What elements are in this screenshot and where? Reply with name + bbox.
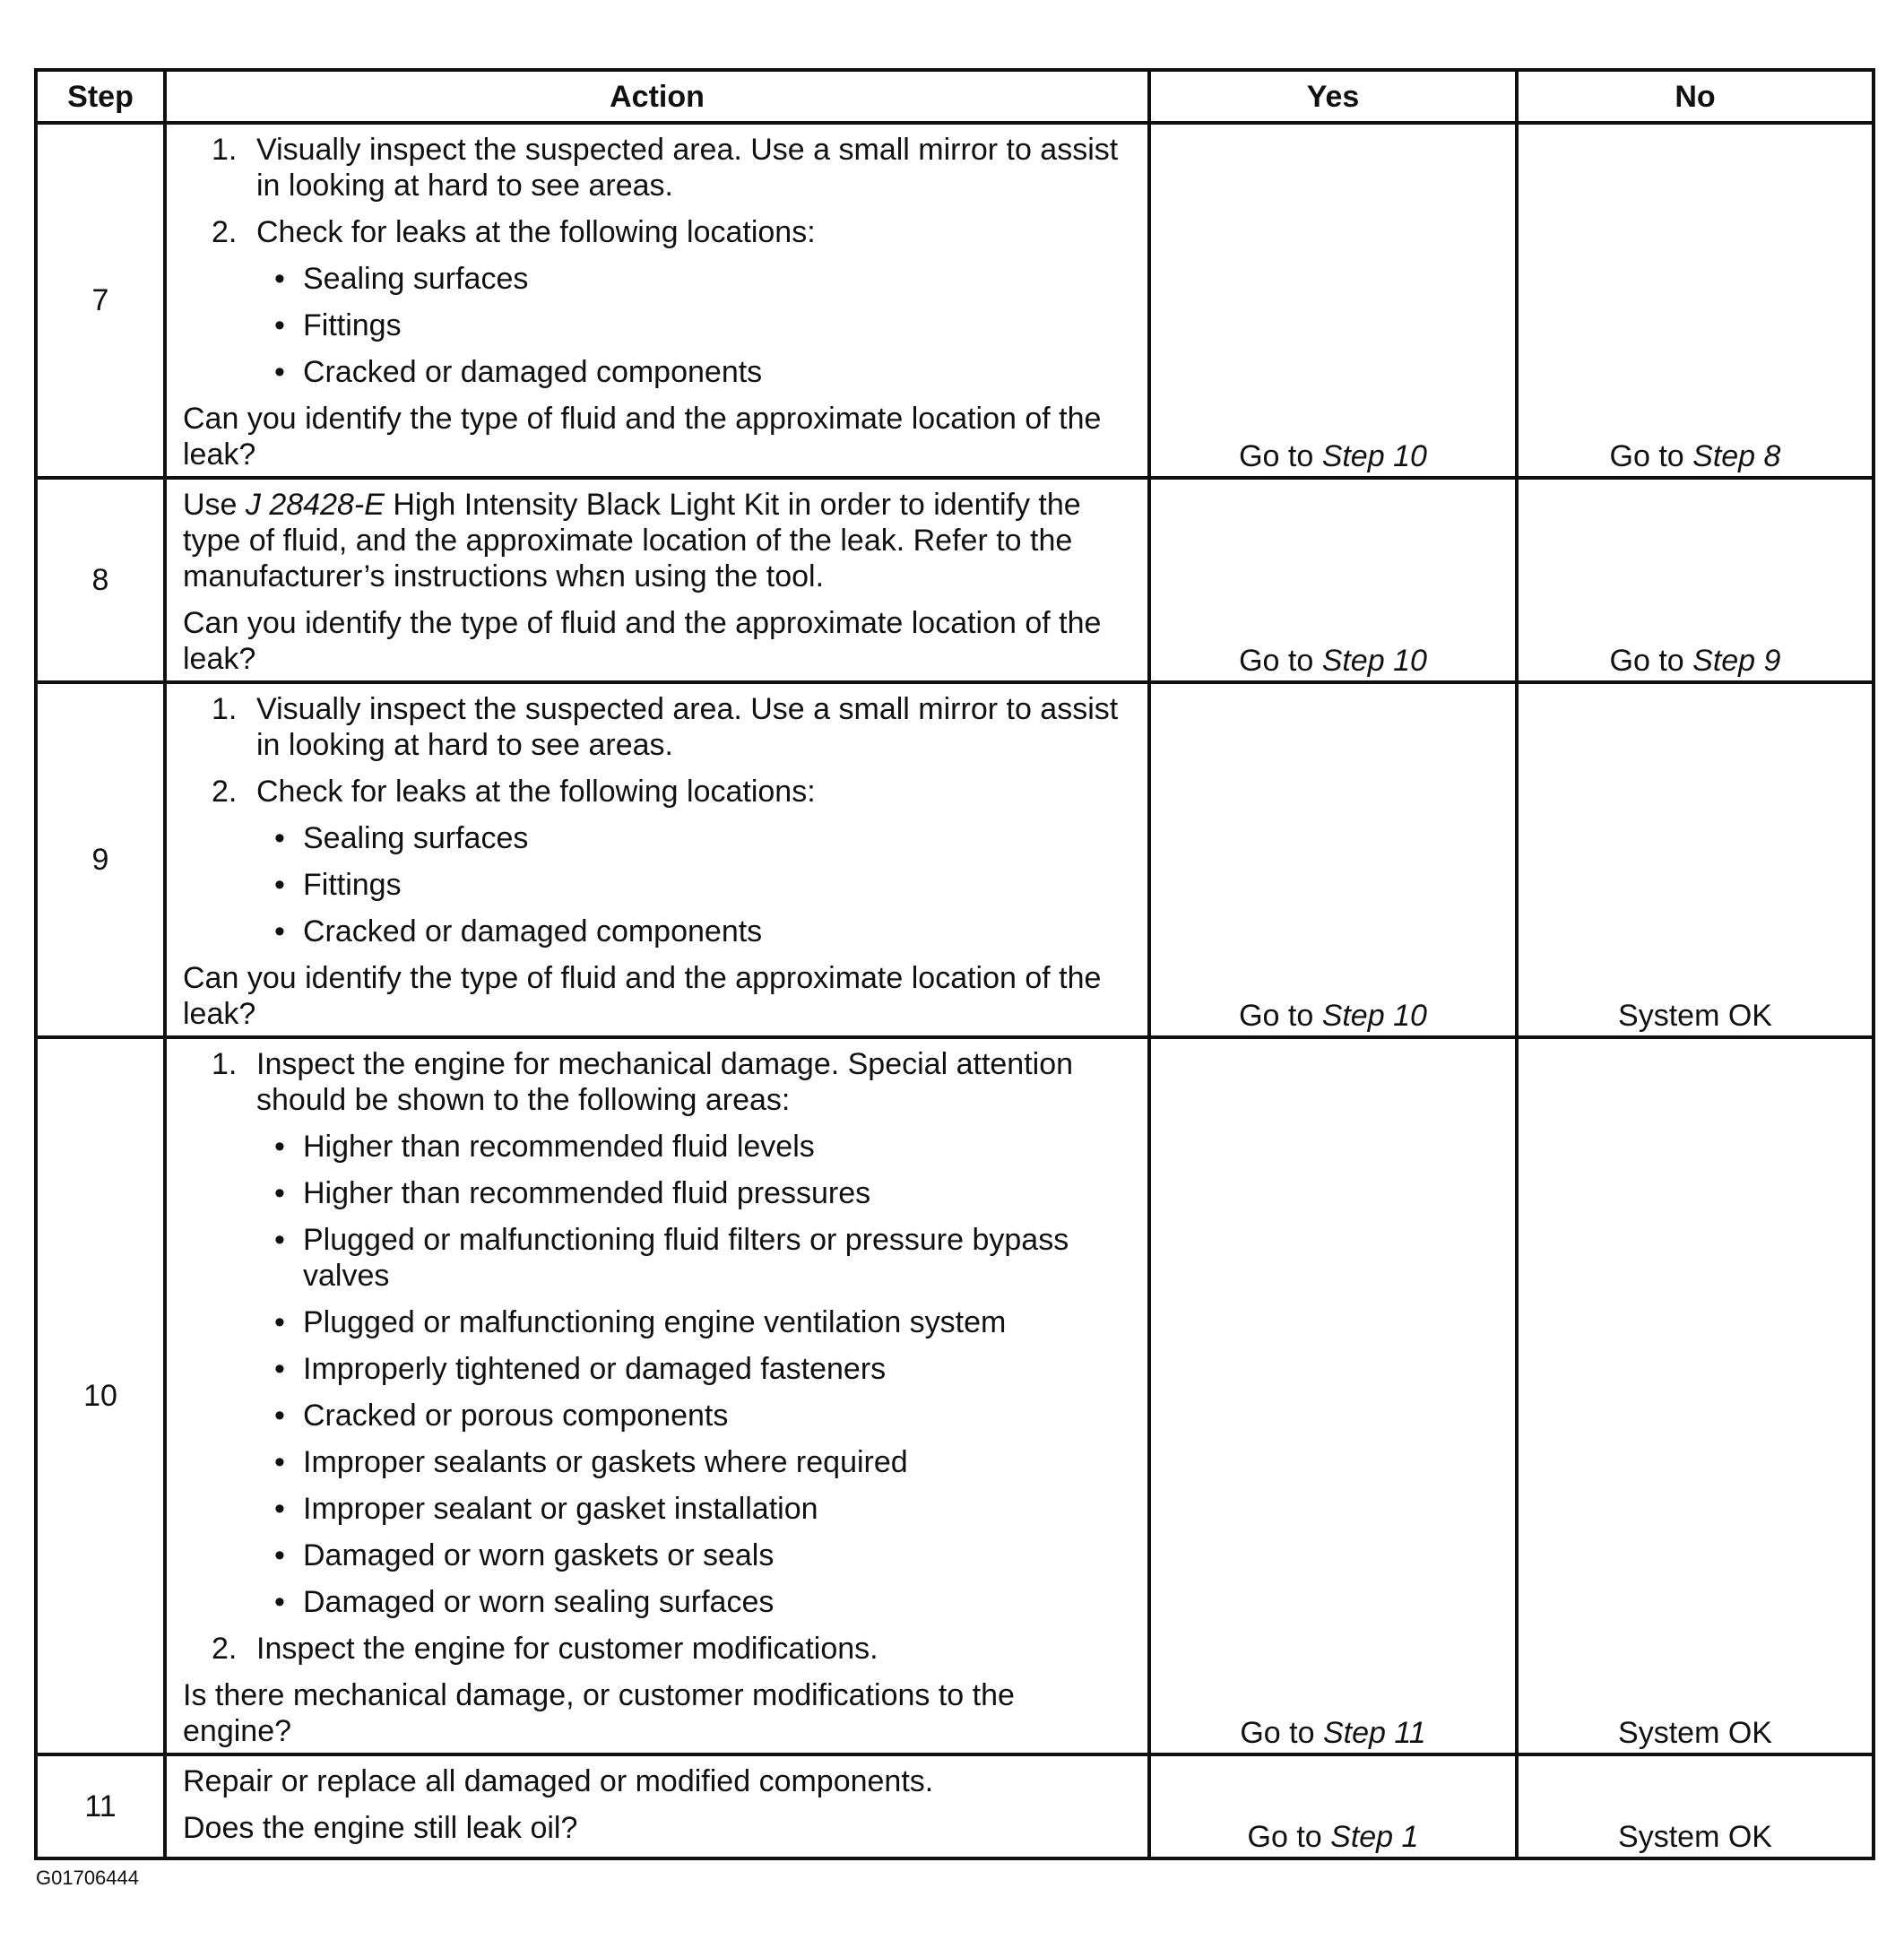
bullet-icon: • [274, 821, 285, 855]
question-text: Is there mechanical damage, or customer modifications to the engine? [183, 1678, 1015, 1748]
yes-cell: Go to Step 11 [1149, 1037, 1517, 1754]
yes-cell: Go to Step 10 [1149, 478, 1517, 682]
numbered-list [183, 691, 1131, 949]
step-reference: Step 10 [1321, 999, 1427, 1033]
table-row [36, 1037, 1874, 1754]
question-text: Can you identify the type of fluid and the approximate location of the leak? [183, 961, 1102, 1031]
list-item: • Higher than recommended fluid pressures [274, 1176, 871, 1210]
bullet-icon: • [274, 1130, 285, 1164]
step-reference: Step 11 [1322, 1716, 1426, 1750]
instruction-text: Repair or replace all damaged or modified components. [183, 1764, 934, 1798]
list-item: • Cracked or damaged components [274, 914, 763, 949]
yes-cell: Go to Step 10 [1149, 682, 1517, 1037]
bullet-icon: • [274, 355, 285, 389]
bullet-icon: • [274, 1399, 285, 1433]
figure-id: G01706444 [36, 1867, 139, 1889]
header-yes: Yes [1149, 70, 1517, 123]
table-header-row [36, 70, 1874, 123]
list-item: • Damaged or worn sealing surfaces [274, 1585, 775, 1619]
bullet-icon: • [274, 1223, 285, 1257]
list-item: 1. Visually inspect the suspected area. Use a small mirror to assist in looking at hard to see areas. [212, 692, 1119, 762]
numbered-list [183, 1046, 1131, 1667]
no-cell: Go to Step 8 [1517, 123, 1874, 478]
bullet-icon: • [274, 1176, 285, 1210]
bullet-list [256, 820, 1131, 949]
question-text: Does the engine still leak oil? [183, 1811, 578, 1845]
question-text: Can you identify the type of fluid and the approximate location of the leak? [183, 402, 1102, 472]
header-action: Action [165, 70, 1149, 123]
step-number: 8 [36, 478, 165, 682]
step-number: 10 [36, 1037, 165, 1754]
list-item: • Improper sealants or gaskets where required [274, 1445, 908, 1479]
step-reference: Step 9 [1692, 644, 1781, 678]
list-item: 1. Inspect the engine for mechanical damage. Special attention should be shown to the following areas: • Higher than recommended fluid levels • Higher than recommended fluid pressures • Plugged or malfunctioning fluid filters or pressure bypass valves • Plugged or malfunctioning engine ventilation system • Improperly tightened or damaged fasteners • Cracked or porous components • Improper sealants or gaskets where required • Improper sealant or gasket installation • Damaged or worn gaskets or seals • Damaged or worn sealing surfaces [212, 1046, 1131, 1620]
bullet-icon: • [274, 1445, 285, 1479]
table-row [36, 123, 1874, 478]
list-item: • Sealing surfaces [274, 262, 529, 296]
question-text: Can you identify the type of fluid and the approximate location of the leak? [183, 606, 1102, 676]
bullet-icon: • [274, 1305, 285, 1339]
list-item: 2. Check for leaks at the following locations: • Sealing surfaces • Fittings • Cracked or damaged components [212, 214, 1131, 390]
bullet-icon: • [274, 1492, 285, 1526]
tool-number: J 28428-E [245, 488, 385, 522]
bullet-icon: • [274, 308, 285, 342]
bullet-icon: • [274, 868, 285, 902]
list-item: 2. Inspect the engine for customer modifications. [212, 1632, 878, 1666]
action-cell [165, 1037, 1149, 1754]
table-row [36, 478, 1874, 682]
header-no: No [1517, 70, 1874, 123]
list-item: • Plugged or malfunctioning fluid filters or pressure bypass valves [274, 1223, 1069, 1293]
action-cell [165, 478, 1149, 682]
list-item: • Improperly tightened or damaged fasteners [274, 1352, 887, 1386]
list-item: • Plugged or malfunctioning engine ventilation system [274, 1305, 1007, 1339]
list-item: • Cracked or damaged components [274, 355, 763, 389]
yes-cell: Go to Step 1 [1149, 1754, 1517, 1858]
action-cell [165, 123, 1149, 478]
instruction-text: Use J 28428-E High Intensity Black Light Kit in order to identify the type of fluid, and the approximate location of the leak. Refer to the manufacturer’s instructions whεn using the tool. [183, 488, 1081, 593]
step-number: 9 [36, 682, 165, 1037]
no-cell: System OK [1517, 1754, 1874, 1858]
no-cell: System OK [1517, 1037, 1874, 1754]
step-reference: Step 10 [1321, 644, 1427, 678]
list-item: • Higher than recommended fluid levels [274, 1130, 815, 1164]
table-row [36, 682, 1874, 1037]
bullet-icon: • [274, 1352, 285, 1386]
list-item: 1. Visually inspect the suspected area. Use a small mirror to assist in looking at hard to see areas. [212, 133, 1119, 203]
bullet-icon: • [274, 1585, 285, 1619]
bullet-list [256, 261, 1131, 390]
table-row [36, 1754, 1874, 1858]
bullet-icon: • [274, 262, 285, 296]
step-reference: Step 1 [1330, 1820, 1419, 1854]
step-reference: Step 10 [1321, 439, 1427, 473]
numbered-list [183, 132, 1131, 390]
diagnostic-table [34, 68, 1875, 1860]
bullet-icon: • [274, 914, 285, 949]
list-item: • Fittings [274, 308, 402, 342]
step-reference: Step 8 [1692, 439, 1781, 473]
bullet-list [256, 1129, 1131, 1620]
header-step: Step [36, 70, 165, 123]
list-item: • Cracked or porous components [274, 1399, 729, 1433]
no-cell: Go to Step 9 [1517, 478, 1874, 682]
step-number: 7 [36, 123, 165, 478]
action-cell [165, 1754, 1149, 1858]
action-cell [165, 682, 1149, 1037]
list-item: • Fittings [274, 868, 402, 902]
bullet-icon: • [274, 1538, 285, 1572]
no-cell: System OK [1517, 682, 1874, 1037]
list-item: • Improper sealant or gasket installation [274, 1492, 818, 1526]
yes-cell: Go to Step 10 [1149, 123, 1517, 478]
step-number: 11 [36, 1754, 165, 1858]
list-item: • Sealing surfaces [274, 821, 529, 855]
list-item: • Damaged or worn gaskets or seals [274, 1538, 775, 1572]
list-item: 2. Check for leaks at the following locations: • Sealing surfaces • Fittings • Cracked or damaged components [212, 774, 1131, 949]
